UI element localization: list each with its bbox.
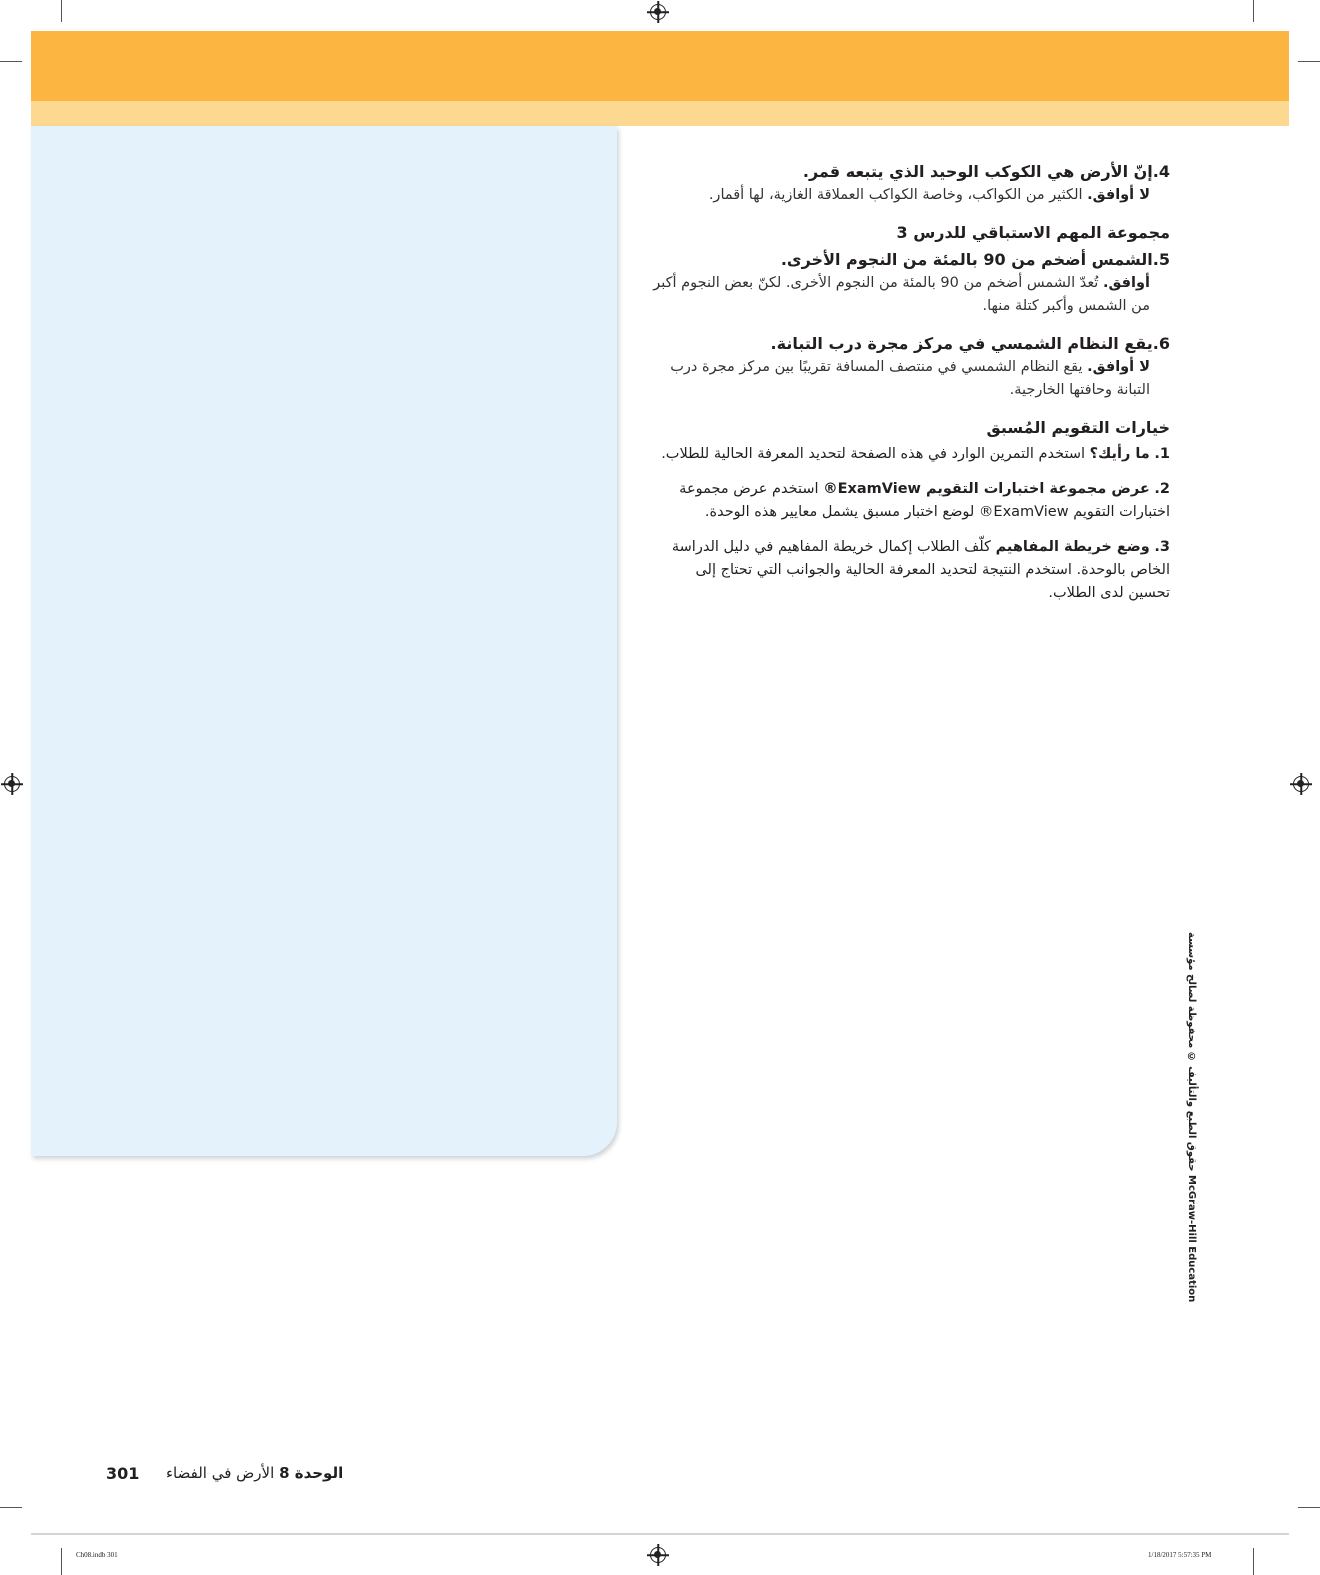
page-number: 301	[106, 1464, 140, 1483]
answer-text: تُعدّ الشمس أضخم من 90 بالمئة من النجوم الأخرى. لكنّ بعض النجوم أكبر من الشمس وأكبر كتلة منها.	[653, 275, 1150, 314]
statement-item-4	[650, 160, 1170, 207]
assessment-entry-2	[650, 478, 1170, 524]
side-panel	[31, 126, 617, 1156]
item-number: 4.	[1152, 162, 1170, 181]
bottom-rule	[31, 1533, 1289, 1535]
unit-name: الأرض في الفضاء	[166, 1464, 275, 1482]
answer-label: لا أوافق.	[1087, 187, 1150, 203]
crop-mark	[1298, 61, 1320, 62]
page-footer	[106, 1464, 406, 1483]
assessment-entry-1	[650, 443, 1170, 466]
statement-item-6	[650, 332, 1170, 402]
main-content	[650, 160, 1170, 617]
item-title: الشمس أضخم من 90 بالمئة من النجوم الأخرى.	[780, 250, 1153, 269]
entry-number: 3.	[1154, 539, 1170, 555]
statement-item-5	[650, 248, 1170, 318]
crop-mark	[1253, 1548, 1254, 1575]
crop-mark	[1253, 0, 1254, 22]
registration-mark-icon	[650, 1547, 666, 1563]
entry-title: ما رأيك؟	[1089, 446, 1150, 462]
registration-mark-icon	[650, 4, 666, 20]
entry-title: عرض مجموعة اختبارات التقويم ExamView®	[823, 481, 1150, 497]
registration-mark-icon	[1293, 776, 1309, 792]
crop-mark	[61, 1548, 62, 1575]
timestamp-slug: 1/18/2017 5:57:35 PM	[1148, 1551, 1212, 1559]
entry-text: استخدم التمرين الوارد في هذه الصفحة لتحديد المعرفة الحالية للطلاب.	[661, 446, 1086, 462]
item-number: 5.	[1152, 250, 1170, 269]
answer-text: الكثير من الكواكب، وخاصة الكواكب العملاقة الغازية، لها أقمار.	[708, 187, 1083, 203]
answer-label: أوافق.	[1102, 275, 1150, 291]
unit-title	[166, 1464, 343, 1482]
answer-label: لا أوافق.	[1087, 359, 1150, 375]
entry-number: 2.	[1154, 481, 1170, 497]
entry-number: 1.	[1154, 446, 1170, 462]
entry-text: كلّف الطلاب إكمال خريطة المفاهيم في دليل الدراسة الخاص بالوحدة. استخدم النتيجة لتحديد المعرفة الحالية والجوانب التي تحتاج إلى تحسين لدى الطلاب.	[671, 539, 1170, 601]
file-slug: Ch08.indb 301	[76, 1551, 118, 1559]
entry-title: وضع خريطة المفاهيم	[995, 539, 1150, 555]
assessment-title: خيارات التقويم المُسبق	[986, 418, 1170, 437]
item-title: إنّ الأرض هي الكوكب الوحيد الذي يتبعه قمر.	[802, 162, 1153, 181]
header-band	[31, 31, 1289, 101]
crop-mark	[1298, 1507, 1320, 1508]
crop-mark	[0, 1507, 22, 1508]
item-number: 6.	[1152, 334, 1170, 353]
registration-mark-icon	[4, 776, 20, 792]
crop-mark	[0, 61, 22, 62]
item-title: يقع النظام الشمسي في مركز مجرة درب التبانة.	[770, 334, 1153, 353]
header-light-band	[31, 101, 1289, 126]
copyright-notice: حقوق الطبع والتأليف © محفوظة لصالح مؤسسة McGraw-Hill Education	[1186, 932, 1197, 1303]
assessment-entry-3	[650, 536, 1170, 605]
crop-mark	[61, 0, 62, 22]
section-title: مجموعة المهم الاستباقي للدرس 3	[896, 223, 1170, 242]
answer-text: يقع النظام الشمسي في منتصف المسافة تقريبًا بين مركز مجرة درب التبانة وحافتها الخارجية.	[670, 359, 1150, 398]
unit-label: الوحدة 8	[279, 1464, 344, 1482]
entry-text: استخدم عرض مجموعة اختبارات التقويم ExamView® لوضع اختبار مسبق يشمل معايير هذه الوحدة.	[679, 481, 1170, 520]
